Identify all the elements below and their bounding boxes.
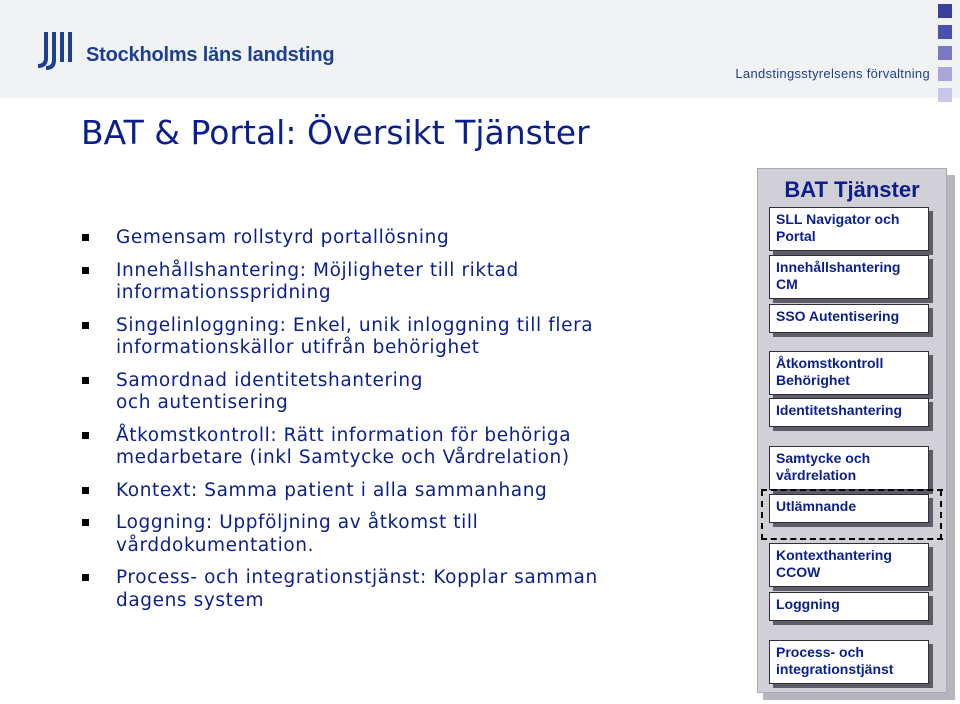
- bullet-item: [80, 227, 680, 250]
- service-box: [769, 494, 929, 523]
- dashed-line-bottom: [761, 538, 943, 540]
- slide-title: BAT & Portal: Översikt Tjänster: [81, 113, 590, 152]
- bullet-text-line: informationsspridning: [116, 282, 332, 303]
- decorative-square: [938, 46, 952, 60]
- service-label-line: integrationstjänst: [776, 661, 894, 677]
- bullet-item: [80, 567, 680, 612]
- service-label-line: Utlämnande: [776, 498, 857, 514]
- decorative-square: [938, 67, 952, 81]
- decorative-square: [938, 88, 952, 102]
- bullet-text-line: medarbetare (inkl Samtycke och Vårdrelation): [116, 447, 570, 468]
- dashed-line-left: [761, 490, 763, 540]
- bullet-item: [80, 370, 680, 415]
- service-label-line: Åtkomstkontroll: [776, 355, 884, 371]
- bullet-text-line: Loggning: Uppföljning av åtkomst till: [116, 512, 479, 533]
- bullet-item: [80, 260, 680, 305]
- bullet-text-line: Gemensam rollstyrd portallösning: [116, 227, 450, 248]
- service-box: [769, 351, 929, 395]
- square-bullet-icon: [82, 267, 89, 274]
- service-label-line: Identitetshantering: [776, 402, 903, 418]
- brand-name: Stockholms läns landsting: [86, 44, 335, 66]
- bullet-text-line: vårddokumentation.: [116, 534, 315, 556]
- bullet-text-line: Innehållshantering: Möjligheter till riktad: [116, 259, 519, 281]
- service-label-line: CM: [776, 276, 798, 292]
- service-label-line: Kontexthantering: [776, 547, 892, 563]
- service-label-line: Loggning: [776, 596, 840, 612]
- service-box: [769, 640, 929, 684]
- bullet-text-line: Singelinloggning: Enkel, unik inloggning till flera: [116, 314, 594, 336]
- square-bullet-icon: [82, 487, 89, 494]
- square-bullet-icon: [82, 432, 89, 439]
- bullet-text-line: dagens system: [116, 589, 265, 611]
- service-label-line: Portal: [776, 228, 816, 244]
- decorative-square: [938, 25, 952, 39]
- header-band: [0, 0, 960, 98]
- service-label-line: Process- och: [776, 644, 864, 660]
- service-box: [769, 592, 929, 621]
- square-bullet-icon: [82, 234, 89, 241]
- square-bullet-icon: [82, 574, 89, 581]
- bullet-list: [80, 227, 680, 622]
- service-label-line: Samtycke och: [776, 450, 871, 466]
- service-label-line: SLL Navigator och: [776, 211, 900, 227]
- decorative-squares: [938, 4, 956, 109]
- bullet-text-line: informationskällor utifrån behörighet: [116, 337, 480, 358]
- service-label-line: vårdrelation: [776, 467, 857, 483]
- service-label-line: CCOW: [776, 564, 821, 580]
- service-label-line: Behörighet: [776, 372, 850, 388]
- dashed-line-right: [940, 490, 942, 540]
- bullet-text-line: Kontext: Samma patient i alla sammanhang: [116, 479, 548, 501]
- service-box: [769, 446, 929, 490]
- service-box: [769, 255, 929, 299]
- sll-logo-icon: [36, 30, 82, 70]
- service-label-line: SSO Autentisering: [776, 308, 900, 324]
- service-box: [769, 398, 929, 427]
- service-box: [769, 207, 929, 251]
- bullet-item: [80, 480, 680, 503]
- bullet-item: [80, 425, 680, 470]
- bullet-text-line: Samordnad identitetshantering: [116, 369, 424, 391]
- square-bullet-icon: [82, 519, 89, 526]
- decorative-square: [938, 4, 952, 18]
- square-bullet-icon: [82, 377, 89, 384]
- service-box: [769, 304, 929, 333]
- square-bullet-icon: [82, 322, 89, 329]
- bullet-text-line: Åtkomstkontroll: Rätt information för behöriga: [116, 424, 572, 446]
- department-name: Landstingsstyrelsens förvaltning: [735, 66, 930, 81]
- service-label-line: Innehållshantering: [776, 259, 901, 275]
- service-box: [769, 543, 929, 587]
- bullet-item: [80, 512, 680, 557]
- bullet-text-line: Process- och integrationstjänst: Kopplar samman: [116, 567, 598, 588]
- bullet-text-line: och autentisering: [116, 392, 289, 413]
- panel-title: BAT Tjänster: [784, 177, 920, 202]
- bullet-item: [80, 315, 680, 360]
- dashed-line-top: [761, 489, 943, 491]
